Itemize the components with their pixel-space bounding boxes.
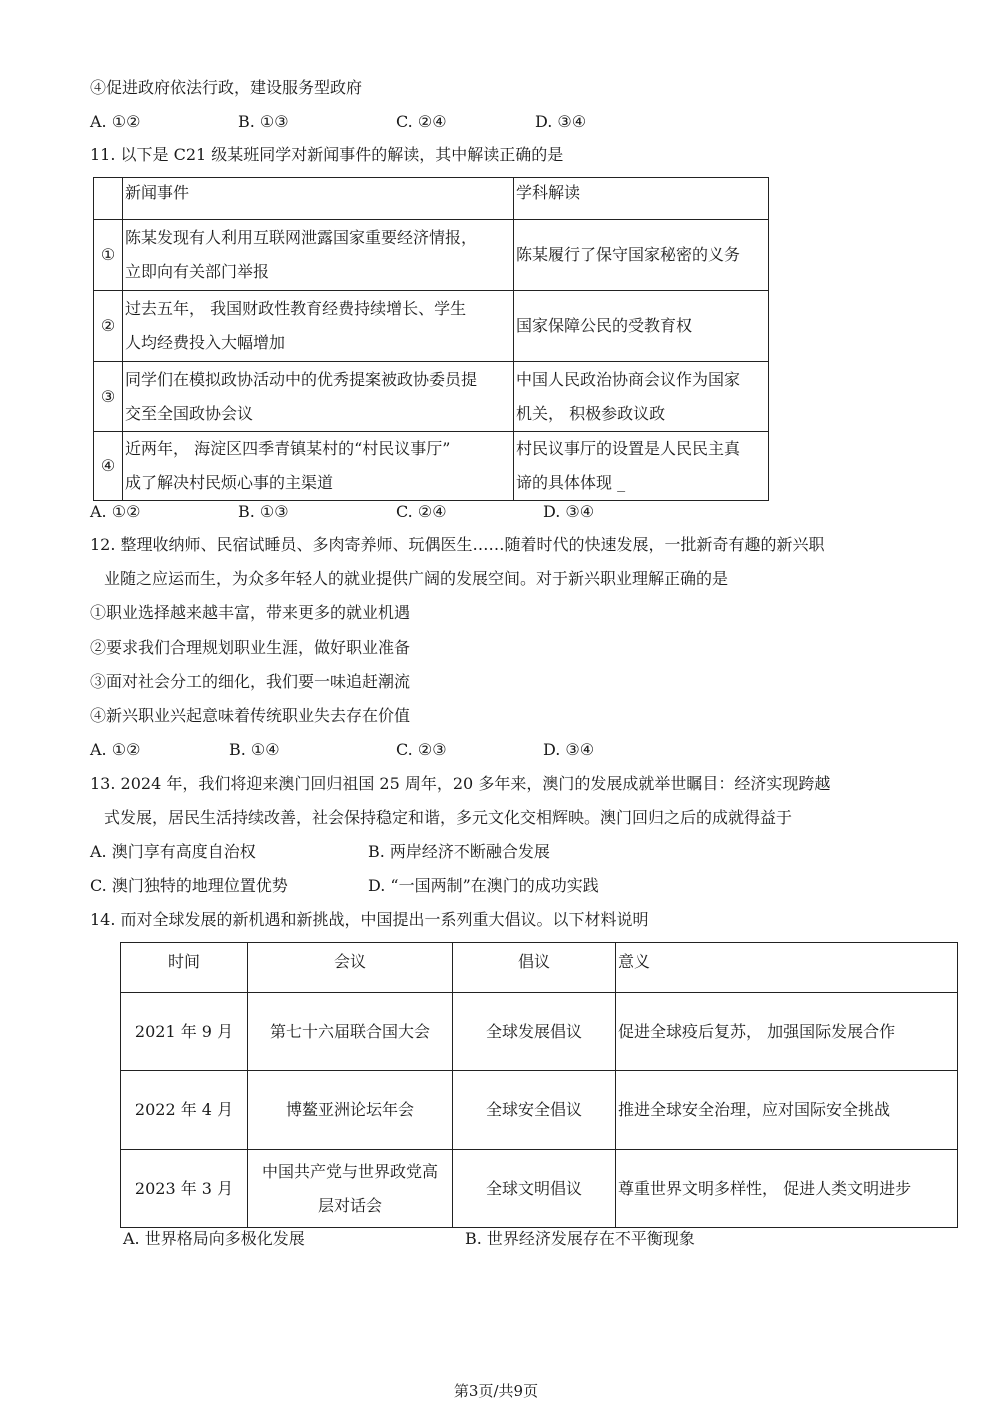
q12-option-b: B. ①④ xyxy=(229,740,280,759)
table-row xyxy=(94,220,769,291)
q14-header-proposal: 倡议 xyxy=(453,943,616,993)
q13-option-c: C. 澳门独特的地理位置优势 xyxy=(90,876,288,895)
q14-row-meaning: 尊重世界文明多样性， 促进人类文明进步 xyxy=(616,1150,958,1228)
q13-stem-line1: 13. 2024 年，我们将迎来澳门回归祖国 25 周年，20 多年来，澳门的发展成就举世瞩目：经济实现跨越 xyxy=(90,774,831,793)
q11-header-event: 新闻事件 xyxy=(123,178,514,220)
q14-row-meeting: 第七十六届联合国大会 xyxy=(248,993,453,1071)
table-row xyxy=(121,1150,958,1228)
q12-option-c: C. ②③ xyxy=(396,740,447,759)
q11-row-num: ④ xyxy=(94,432,123,501)
page-footer: 第3页/共9页 xyxy=(453,1382,539,1400)
q14-option-b: B. 世界经济发展存在不平衡现象 xyxy=(465,1229,695,1248)
q11-row-event: 近两年， 海淀区四季青镇某村的“村民议事厅” 成了解决村民烦心事的主渠道 xyxy=(123,432,514,501)
q11-row-num: ① xyxy=(94,220,123,291)
q11-option-c: C. ②④ xyxy=(396,502,447,521)
q11-row-reading: 村民议事厅的设置是人民民主真 谛的具体体现 _ xyxy=(514,432,769,501)
table-row xyxy=(94,432,769,501)
q11-row-reading: 中国人民政治协商会议作为国家 机关， 积极参政议政 xyxy=(514,362,769,432)
q10-option-d: D. ③④ xyxy=(535,112,587,131)
q14-row-meaning: 推进全球安全治理，应对国际安全挑战 xyxy=(616,1071,958,1150)
q12-item-4: ④新兴职业兴起意味着传统职业失去存在价值 xyxy=(90,706,411,725)
q14-table xyxy=(120,942,958,1228)
q11-header-reading: 学科解读 xyxy=(514,178,769,220)
q14-row-proposal: 全球文明倡议 xyxy=(453,1150,616,1228)
q10-item-4: ④促进政府依法行政，建设服务型政府 xyxy=(90,78,363,97)
table-row xyxy=(121,993,958,1071)
table-row xyxy=(94,291,769,362)
q10-option-a: A. ①② xyxy=(90,112,141,131)
q14-row-meeting: 中国共产党与世界政党高 层对话会 xyxy=(248,1150,453,1228)
q11-row-num: ③ xyxy=(94,362,123,432)
q13-option-b: B. 两岸经济不断融合发展 xyxy=(368,842,550,861)
q11-row-num: ② xyxy=(94,291,123,362)
q14-row-meaning: 促进全球疫后复苏， 加强国际发展合作 xyxy=(616,993,958,1071)
q11-row-reading: 国家保障公民的受教育权 xyxy=(514,291,769,362)
q12-option-d: D. ③④ xyxy=(543,740,595,759)
q11-table xyxy=(93,177,769,501)
q13-option-d: D. “一国两制”在澳门的成功实践 xyxy=(368,876,599,895)
q13-option-a: A. 澳门享有高度自治权 xyxy=(90,842,256,861)
q14-header-meaning: 意义 xyxy=(616,943,958,993)
q11-row-event: 陈某发现有人利用互联网泄露国家重要经济情报， 立即向有关部门举报 xyxy=(123,220,514,291)
q14-stem: 14. 而对全球发展的新机遇和新挑战，中国提出一系列重大倡议。以下材料说明 xyxy=(90,910,649,929)
q14-row-time: 2022 年 4 月 xyxy=(121,1071,248,1150)
q12-stem-line2: 业随之应运而生，为众多年轻人的就业提供广阔的发展空间。对于新兴职业理解正确的是 xyxy=(104,569,729,588)
q14-header-meeting: 会议 xyxy=(248,943,453,993)
q11-row-event: 同学们在模拟政协活动中的优秀提案被政协委员提 交至全国政协会议 xyxy=(123,362,514,432)
q12-item-1: ①职业选择越来越丰富，带来更多的就业机遇 xyxy=(90,603,411,622)
q12-item-3: ③面对社会分工的细化，我们要一味追赶潮流 xyxy=(90,672,411,691)
q14-header-time: 时间 xyxy=(121,943,248,993)
q14-option-a: A. 世界格局向多极化发展 xyxy=(123,1229,305,1248)
q13-stem-line2: 式发展，居民生活持续改善，社会保持稳定和谐，多元文化交相辉映。澳门回归之后的成就得益于 xyxy=(104,808,793,827)
q14-row-time: 2021 年 9 月 xyxy=(121,993,248,1071)
q12-item-2: ②要求我们合理规划职业生涯，做好职业准备 xyxy=(90,638,411,657)
q11-option-b: B. ①③ xyxy=(238,502,289,521)
q11-option-d: D. ③④ xyxy=(543,502,595,521)
q12-stem-line1: 12. 整理收纳师、民宿试睡员、多肉寄养师、玩偶医生……随着时代的快速发展，一批新奇有趣的新兴职 xyxy=(90,535,825,554)
q14-row-time: 2023 年 3 月 xyxy=(121,1150,248,1228)
q11-stem: 11. 以下是 C21 级某班同学对新闻事件的解读，其中解读正确的是 xyxy=(90,145,564,164)
q10-option-c: C. ②④ xyxy=(396,112,447,131)
q10-option-b: B. ①③ xyxy=(238,112,289,131)
table-row xyxy=(94,362,769,432)
q11-row-reading: 陈某履行了保守国家秘密的义务 xyxy=(514,220,769,291)
q14-row-meeting: 博鳌亚洲论坛年会 xyxy=(248,1071,453,1150)
q14-row-proposal: 全球发展倡议 xyxy=(453,993,616,1071)
q14-row-proposal: 全球安全倡议 xyxy=(453,1071,616,1150)
q11-row-event: 过去五年， 我国财政性教育经费持续增长、学生 人均经费投入大幅增加 xyxy=(123,291,514,362)
table-row xyxy=(121,1071,958,1150)
q12-option-a: A. ①② xyxy=(90,740,141,759)
q11-option-a: A. ①② xyxy=(90,502,141,521)
q11-header-num xyxy=(94,178,123,220)
